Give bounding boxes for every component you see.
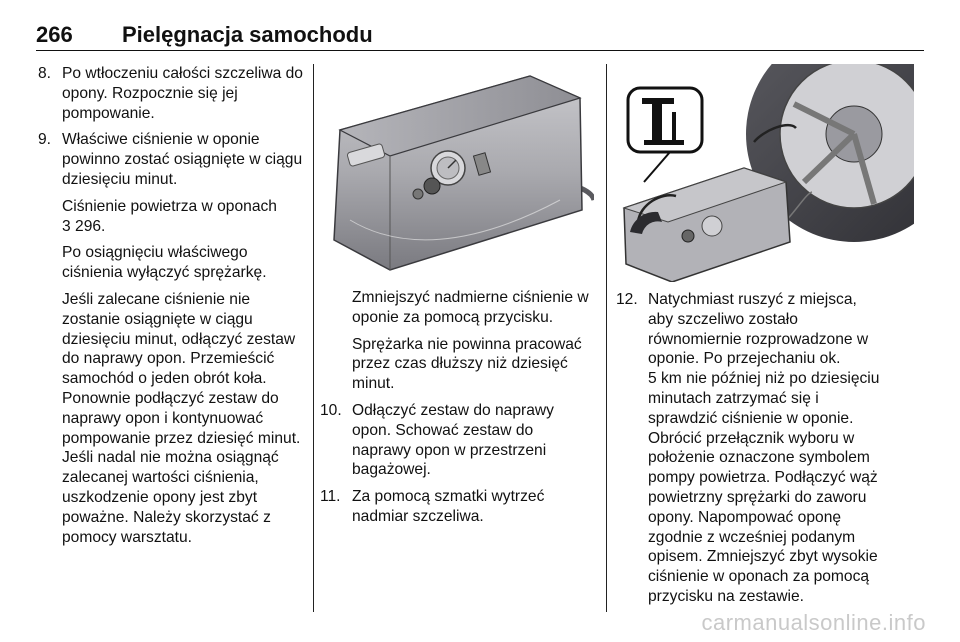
chapter-title: Pielęgnacja samochodu [122, 22, 373, 47]
step-line: sprawdzić ciśnienie w oponie. [648, 409, 854, 427]
step-number: 8. [38, 65, 52, 82]
step-9 [38, 130, 306, 189]
step-line: Natychmiast ruszyć z miejsca, [648, 291, 857, 308]
step-text: Odłączyć zestaw do naprawy opon. Schować zestaw do naprawy opon w przestrzeni bagażowej. [352, 401, 554, 479]
page-number: 266 [36, 22, 73, 47]
step-10 [320, 401, 596, 480]
step-text: Za pomocą szmatki wytrzeć nadmiar szczeliwa. [352, 488, 545, 525]
step-text [648, 290, 916, 607]
step-line: Obrócić przełącznik wyboru w [648, 429, 855, 447]
step-text: Po wtłoczeniu całości szczeliwa do opony. Rozpocznie się jej pompowanie. [62, 65, 303, 122]
compressor-illustration [320, 70, 594, 276]
column-1 [38, 64, 306, 554]
if-not-reached-paragraph: Jeśli zalecane ciśnienie nie zostanie osiągnięte w ciągu dziesięciu minut, odłączyć zestaw do naprawy opon. Przemieścić samochód o jeden obrót koła. Ponownie podłączyć zestaw do naprawy opon i kontynuować pompowanie przez dziesięć minut. Jeśli nadal nie można osiągnąć zalecanej wartości ciśnienia, uszkodzenie opony jest zbyt poważne. Należy skorzystać z pomocy warsztatu. [62, 290, 301, 546]
reference-text: Ciśnienie powietrza w oponach [62, 197, 277, 215]
air-pump-symbol-icon [628, 88, 702, 182]
step-line: opony. Napompować oponę [648, 508, 842, 526]
reduce-pressure-paragraph: Zmniejszyć nadmierne ciśnienie w oponie za pomocą przycisku. [352, 289, 589, 326]
step-12 [616, 290, 916, 607]
column-divider-left [313, 64, 314, 612]
watermark: carmanualsonline.info [701, 610, 926, 635]
step-line: aby szczeliwo zostało [648, 310, 798, 328]
step-line: równomiernie rozprowadzone w [648, 330, 869, 348]
column-2 [320, 288, 596, 534]
step-line: opisem. Zmniejszyć zbyt wysokie [648, 548, 878, 566]
column-divider-right [606, 64, 607, 612]
dial-icon [702, 216, 722, 236]
power-button-icon [424, 178, 440, 194]
step-number: 11. [320, 488, 341, 506]
step-line: 5 km nie później niż po dziesięciu [648, 370, 880, 388]
step-text: Właściwe ciśnienie w oponie powinno zostać osiągnięte w ciągu dziesięciu minut. [62, 131, 303, 188]
step-line: minutach zatrzymać się i [648, 389, 819, 407]
step-line: ciśnienie w oponach za pomocą [648, 568, 870, 586]
step-8 [38, 64, 306, 123]
pressure-reference [38, 197, 306, 237]
step-line: zgodnie z wcześniej podanym [648, 528, 856, 546]
power-button-icon [682, 230, 694, 242]
release-button-icon [413, 189, 423, 199]
step-number: 12. [616, 291, 638, 308]
tyre-inflation-illustration [614, 64, 914, 282]
step-line: położenie oznaczone symbolem [648, 449, 870, 467]
step-line: oponie. Po przejechaniu ok. [648, 350, 841, 368]
page-header [36, 20, 924, 51]
step-11 [320, 487, 596, 527]
step-number: 9. [38, 131, 52, 149]
reference-page-link[interactable]: 296. [75, 217, 106, 235]
step-line: pompy powietrza. Podłączyć wąż [648, 469, 878, 487]
step-line: przycisku na zestawie. [648, 587, 804, 605]
step-line: powietrzny sprężarki do zaworu [648, 488, 867, 506]
step-number: 10. [320, 401, 342, 419]
compressor-limit-paragraph: Sprężarka nie powinna pracować przez czas dłuższy niż dziesięć minut. [352, 335, 582, 393]
column-3 [616, 290, 916, 614]
reference-arrow-icon: 3 [62, 217, 71, 235]
after-pressure-paragraph: Po osiągnięciu właściwego ciśnienia wyłączyć sprężarkę. [62, 244, 267, 282]
